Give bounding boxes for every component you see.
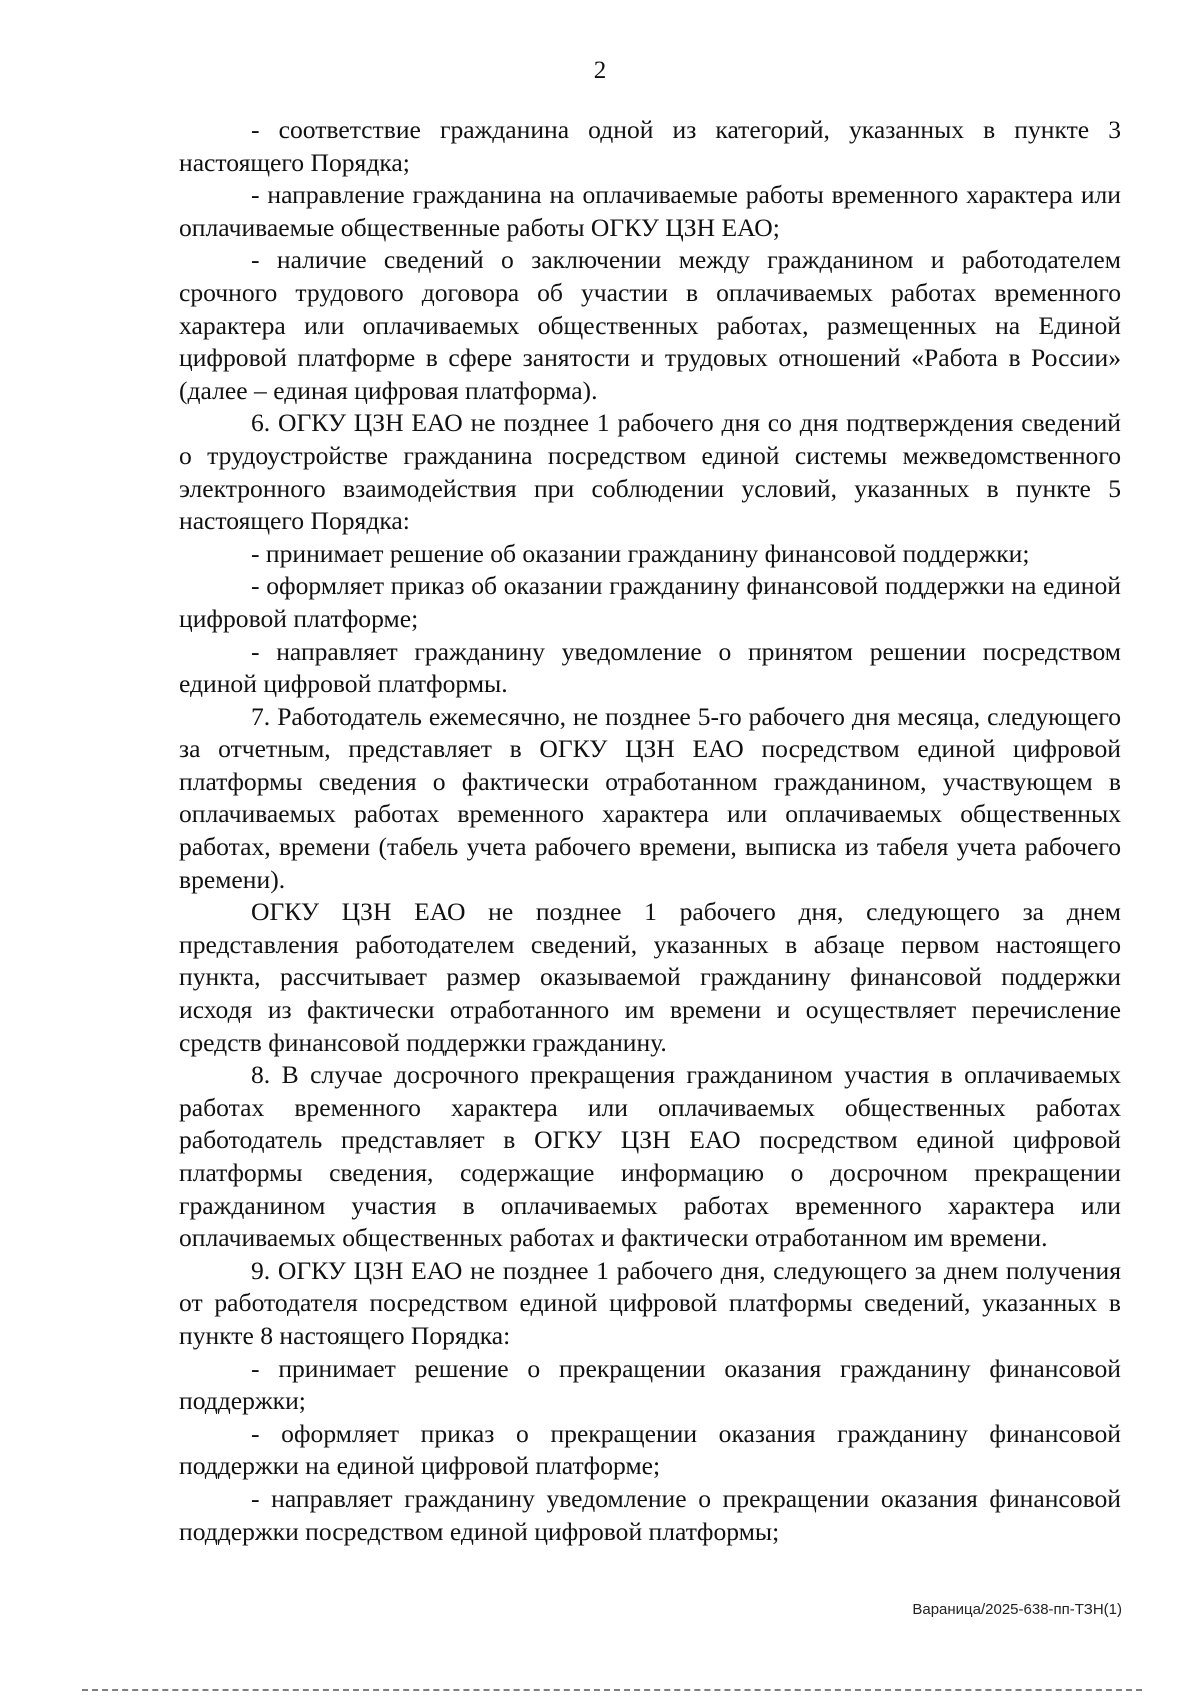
document-reference-code: Вараница/2025-638-пп-ТЗН(1) (912, 1601, 1122, 1618)
paragraph-bullet-category-match: - соответствие гражданина одной из категорий, указанных в пункте 3 настоящего Порядка; (179, 115, 1121, 177)
paragraph-bullet-referral: - направление гражданина на оплачиваемые работы временного характера или оплачиваемые общественные работы ОГКУ ЦЗН ЕАО; (179, 180, 1121, 242)
paragraph-bullet-contract-info: - наличие сведений о заключении между гражданином и работодателем срочного трудового договора об участии в оплачиваемых работах временного характера или оплачиваемых общественных работах, размещенных на Единой цифровой платформе в сфере занятости и трудовых отношений «Работа в России» (далее – единая цифровая платформа). (179, 245, 1121, 405)
document-body (179, 114, 1121, 1548)
paragraph-item-7: 7. Работодатель ежемесячно, не позднее 5-го рабочего дня месяца, следующего за отчетным, представляет в ОГКУ ЦЗН ЕАО посредством единой цифровой платформы сведения о фактически отработанном гражданином, участвующем в оплачиваемых работах временного характера или оплачиваемых общественных работах, времени (табель учета рабочего времени, выписка из табеля учета рабочего времени). (179, 701, 1121, 894)
paragraph-bullet-termination-decision: - принимает решение о прекращении оказания гражданину финансовой поддержки; (179, 1353, 1121, 1416)
paragraph-bullet-notification: - направляет гражданину уведомление о принятом решении посредством единой цифровой платформы. (179, 636, 1121, 699)
paragraph-item-8: 8. В случае досрочного прекращения гражданином участия в оплачиваемых работах временного характера или оплачиваемых общественных работах работодатель представляет в ОГКУ ЦЗН ЕАО посредством единой цифровой платформы сведения, содержащие информацию о досрочном прекращении гражданином участия в оплачиваемых работах временного характера или оплачиваемых общественных работах и фактически отработанном им времени. (179, 1060, 1121, 1253)
paragraph-bullet-termination-order: - оформляет приказ о прекращении оказания гражданину финансовой поддержки на единой цифровой платформе; (179, 1418, 1121, 1481)
scan-edge-divider (82, 1689, 1142, 1691)
paragraph-item-7-second: ОГКУ ЦЗН ЕАО не позднее 1 рабочего дня, следующего за днем представления работодателем сведений, указанных в абзаце первом настоящего пункта, рассчитывает размер оказываемой гражданину финансовой поддержки исходя из фактически отработанного им времени и осуществляет перечисление средств финансовой поддержки гражданину. (179, 897, 1121, 1057)
paragraph-bullet-decision: - принимает решение об оказании гражданину финансовой поддержки; (251, 538, 1030, 568)
paragraph-item-6: 6. ОГКУ ЦЗН ЕАО не позднее 1 рабочего дня со дня подтверждения сведений о трудоустройстве гражданина посредством единой системы межведомственного электронного взаимодействия при соблюдении условий, указанных в пункте 5 настоящего Порядка: (179, 408, 1121, 536)
paragraph-bullet-order: - оформляет приказ об оказании гражданину финансовой поддержки на единой цифровой платформе; (179, 571, 1121, 633)
page-number: 2 (593, 57, 607, 84)
paragraph-item-9: 9. ОГКУ ЦЗН ЕАО не позднее 1 рабочего дня, следующего за днем получения от работодателя посредством единой цифровой платформы сведений, указанных в пункте 8 настоящего Порядка: (179, 1255, 1121, 1350)
paragraph-bullet-termination-notification: - направляет гражданину уведомление о прекращении оказания финансовой поддержки посредством единой цифровой платформы; (179, 1483, 1121, 1546)
